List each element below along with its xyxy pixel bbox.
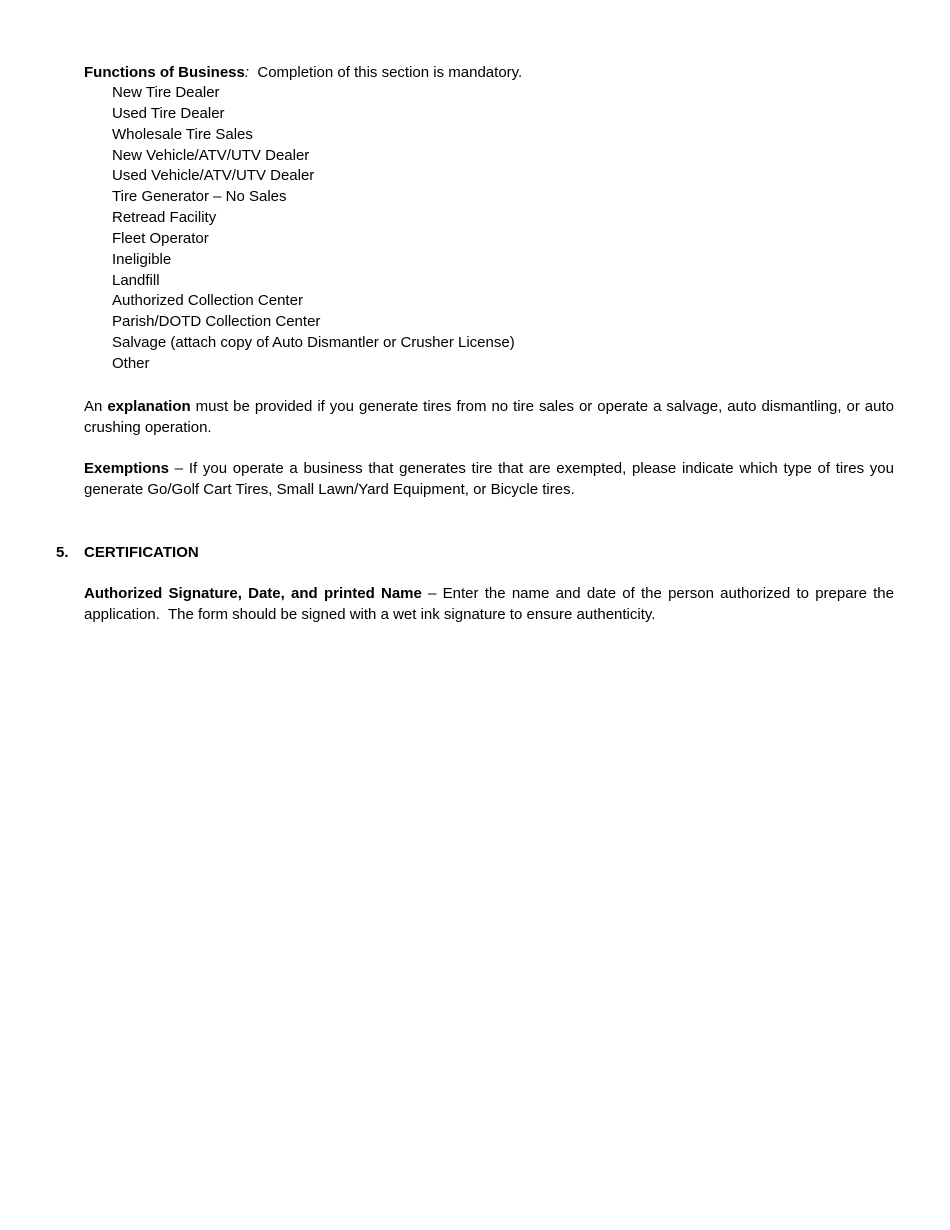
explanation-paragraph — [84, 396, 894, 438]
function-item-ineligible: Ineligible — [112, 250, 172, 268]
functions-list — [112, 83, 515, 375]
function-item-used-tire-dealer: Used Tire Dealer — [112, 104, 225, 122]
function-item-wholesale-tire-sales: Wholesale Tire Sales — [112, 125, 253, 143]
function-item-salvage: Salvage (attach copy of Auto Dismantler or Crusher License) — [112, 334, 515, 352]
functions-label: Functions of Business — [84, 64, 245, 81]
section-number: 5. — [56, 544, 69, 561]
explanation-lead: An — [84, 398, 108, 415]
section-title: CERTIFICATION — [84, 544, 199, 561]
function-item-landfill: Landfill — [112, 271, 160, 289]
function-item-new-tire-dealer: New Tire Dealer — [112, 84, 220, 101]
functions-instruction: Completion of this section is mandatory. — [249, 64, 523, 81]
function-item-used-vehicle-dealer: Used Vehicle/ATV/UTV Dealer — [112, 167, 315, 185]
exemptions-keyword: Exemptions — [84, 460, 170, 477]
function-item-parish-dotd-collection-center: Parish/DOTD Collection Center — [112, 313, 321, 331]
functions-of-business-heading — [84, 62, 894, 83]
certification-paragraph — [84, 583, 899, 625]
function-item-other: Other — [112, 354, 150, 372]
function-item-fleet-operator: Fleet Operator — [112, 229, 209, 247]
function-item-tire-generator: Tire Generator – No Sales — [112, 188, 287, 206]
function-item-new-vehicle-dealer: New Vehicle/ATV/UTV Dealer — [112, 146, 310, 164]
certification-keyword: Authorized Signature, Date, and printed Name — [84, 585, 422, 602]
certification-text: – Enter the name and date of the person authorized to prepare the application. The form should be signed with a wet ink signature to ensure authenticity. — [84, 585, 899, 623]
explanation-keyword: explanation — [107, 398, 191, 415]
function-item-retread-facility: Retread Facility — [112, 209, 217, 227]
functions-colon: : — [244, 64, 250, 81]
exemptions-paragraph — [84, 458, 894, 500]
explanation-text: must be provided if you generate tires from no tire sales or operate a salvage, auto dismantling, or auto crushing operation. — [84, 398, 894, 436]
certification-heading — [56, 542, 199, 563]
function-item-authorized-collection-center: Authorized Collection Center — [112, 292, 303, 310]
exemptions-text: – If you operate a business that generates tire that are exempted, please indicate which type of tires you generate Go/Golf Cart Tires, Small Lawn/Yard Equipment, or Bicycle tires. — [84, 460, 894, 498]
